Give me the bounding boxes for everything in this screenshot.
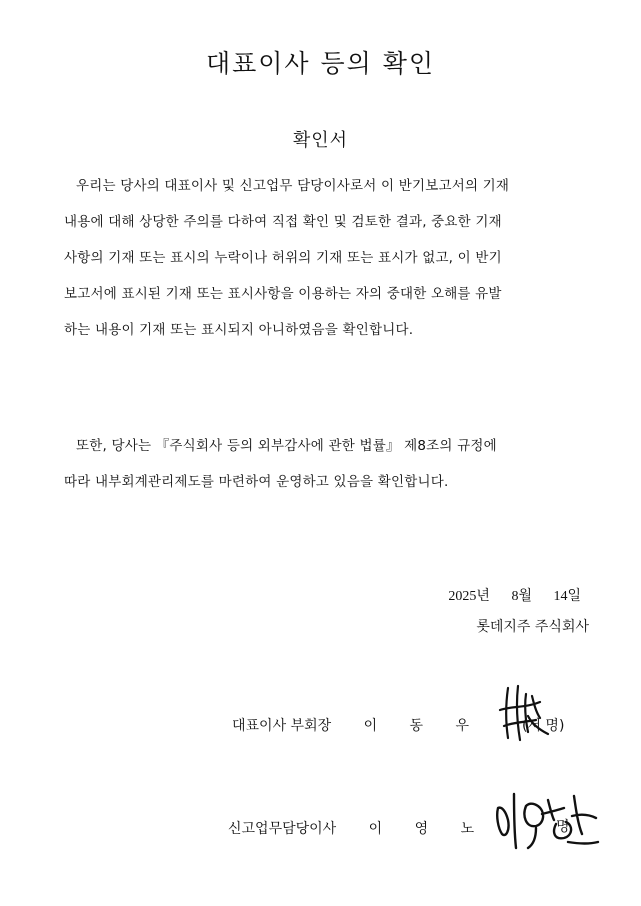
handwritten-signature-1 xyxy=(496,682,556,744)
document-date: 2025년 8월 14일 xyxy=(448,589,581,604)
paragraph-line: 우리는 당사의 대표이사 및 신고업무 담당이사로서 이 반기보고서의 기재 xyxy=(76,178,510,194)
ceo-signature-row xyxy=(232,715,483,735)
paragraph-line: 보고서에 표시된 기재 또는 표시사항을 이용하는 자의 중대한 오해를 유발 xyxy=(64,286,502,302)
signatory-role: 대표이사 부회장 xyxy=(232,718,332,734)
signature-placeholder: (서 명) xyxy=(522,718,565,734)
disclosure-officer-signature-row xyxy=(228,818,488,838)
signatory-name: 이 영 노 xyxy=(368,821,489,837)
paragraph-line: 사항의 기재 또는 표시의 누락이나 허위의 기재 또는 표시가 없고, 이 반기 xyxy=(64,250,502,266)
paragraph-line: 따라 내부회계관리제도를 마련하여 운영하고 있음을 확인합니다. xyxy=(64,474,449,490)
paragraph-line: 내용에 대해 상당한 주의를 다하여 직접 확인 및 검토한 결과, 중요한 기재 xyxy=(64,214,502,230)
document-title: 대표이사 등의 확인 xyxy=(205,49,436,78)
document-subtitle: 확인서 xyxy=(292,130,349,151)
paragraph-line: 하는 내용이 기재 또는 표시되지 아니하였음을 확인합니다. xyxy=(64,322,414,338)
confirmation-paragraph xyxy=(64,168,584,348)
signature-placeholder: 명 xyxy=(556,819,570,835)
paragraph-line: 또한, 당사는 『주식회사 등의 외부감사에 관한 법률』 제8조의 규정에 xyxy=(76,438,497,454)
signatory-name: 이 동 우 xyxy=(363,718,484,734)
handwritten-signature-2 xyxy=(492,786,602,856)
signatory-role: 신고업무담당이사 xyxy=(228,821,337,837)
internal-control-paragraph xyxy=(64,428,584,500)
company-name: 롯데지주 주식회사 xyxy=(476,619,589,635)
